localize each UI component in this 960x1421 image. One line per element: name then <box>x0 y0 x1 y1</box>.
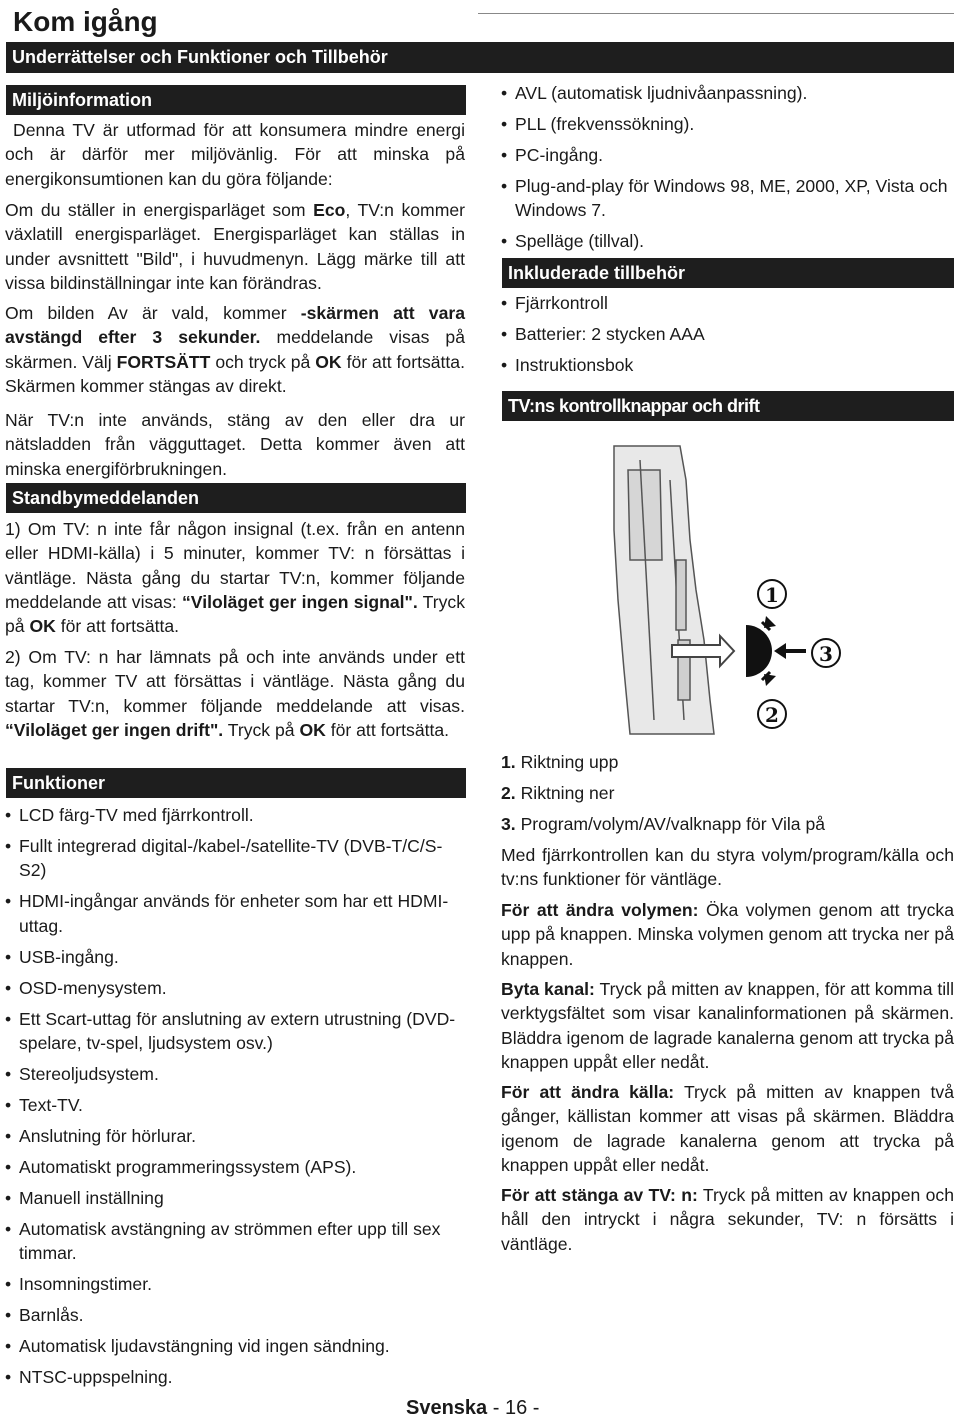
feature-item: • Plug-and-play för Windows 98, ME, 2000, XP, Vista och Windows 7. <box>501 174 955 223</box>
feature-item: • Spelläge (tillval). <box>501 229 955 253</box>
feature-item: • NTSC-uppspelning. <box>5 1365 465 1389</box>
env-paragraph-4: När TV:n inte används, stäng av den eller dra ur nätsladden från vägguttaget. Detta kommer även att minska energiförbrukningen. <box>5 410 465 479</box>
controls-paragraph-channel: Byta kanal: Tryck på mitten av knappen, för att komma till verktygsfältet som visar kanalinformationen på skärmen. Bläddra igenom de lagrade kanalerna genom att trycka på knappen uppåt eller nedåt. <box>501 979 955 1072</box>
accessories-heading: Inkluderade tillbehör <box>502 258 954 288</box>
accessories-list <box>501 291 955 384</box>
env-paragraph-1: Denna TV är utformad för att konsumera mindre energi och är därför mer miljövänlig. För att minska på energikonsumtionen kan du göra följande: <box>5 120 465 189</box>
feature-item: • Fullt integrerad digital-/kabel-/satellite-TV (DVB-T/C/S-S2) <box>5 834 465 883</box>
tv-controls-diagram <box>600 440 870 740</box>
controls-heading: TV:ns kontrollknappar och drift <box>502 391 954 421</box>
feature-item: • Stereoljudsystem. <box>5 1062 465 1086</box>
page-footer: Svenska - 16 - <box>406 1397 540 1419</box>
features-heading: Funktioner <box>6 768 466 798</box>
feature-item: • Ett Scart-uttag för anslutning av extern utrustning (DVD-spelare, tv-spel, ljudsystem osv.) <box>5 1007 465 1056</box>
control-legend-item: 3. Program/volym/AV/valknapp för Vila på <box>501 814 826 834</box>
controls-paragraph-standby: För att stänga av TV: n: Tryck på mitten av knappen och håll den intryckt i några sekunder, TV: n försätts i väntläge. <box>501 1185 954 1254</box>
label-2: 2 <box>765 703 779 727</box>
tv-side-panel-icon <box>614 446 714 734</box>
accessory-item: • Batterier: 2 stycken AAA <box>501 322 955 346</box>
feature-item: • Automatisk avstängning av strömmen efter upp till sex timmar. <box>5 1217 465 1266</box>
features-list <box>5 803 465 1396</box>
standby-paragraph-2: 2) Om TV: n har lämnats på och inte används under ett tag, kommer TV att försättas i väntläge. Nästa gång du startar TV:n, kommer följande meddelande att visas. “Viloläget ger ingen drift". Tryck på OK för att fortsätta. <box>5 647 465 740</box>
press-arrow-icon <box>774 643 786 659</box>
controls-paragraph-intro: Med fjärrkontrollen kan du styra volym/program/källa och tv:ns funktioner för väntläge. <box>501 845 954 890</box>
section-banner: Underrättelser och Funktioner och Tillbehör <box>6 42 954 73</box>
controls-paragraph-volume: För att ändra volymen: Öka volymen genom att trycka upp på knappen. Minska volymen genom att trycka ner på knappen. <box>501 900 954 969</box>
up-arrow-icon <box>764 616 776 628</box>
down-arrow-icon <box>764 674 776 686</box>
feature-item: • PC-ingång. <box>501 143 955 167</box>
accessory-item: • Fjärrkontroll <box>501 291 955 315</box>
accessory-item: • Instruktionsbok <box>501 353 955 377</box>
features-continued-list <box>501 81 955 260</box>
feature-item: • HDMI-ingångar används för enheter som har ett HDMI-uttag. <box>5 889 465 938</box>
control-legend-item: 2. Riktning ner <box>501 783 615 803</box>
label-1: 1 <box>765 583 779 607</box>
env-paragraph-2: Om du ställer in energisparläget som Eco, TV:n kommer växlatill energisparläget. Energisparläget kan ställas in under avsnittett "Bild", i huvudmenyn. Lägg märke till att vissa bildinställningar inte kan förändras. <box>5 200 465 293</box>
feature-item: • USB-ingång. <box>5 945 465 969</box>
feature-item: • Text-TV. <box>5 1093 465 1117</box>
label-3: 3 <box>819 642 833 666</box>
header-rule <box>478 13 954 14</box>
feature-item: • Insomningstimer. <box>5 1272 465 1296</box>
feature-item: • OSD-menysystem. <box>5 976 465 1000</box>
control-button-icon <box>746 616 806 686</box>
feature-item: • Anslutning för hörlurar. <box>5 1124 465 1148</box>
control-legend-item: 1. Riktning upp <box>501 752 619 772</box>
feature-item: • Manuell inställning <box>5 1186 465 1210</box>
feature-item: • Automatiskt programmeringssystem (APS). <box>5 1155 465 1179</box>
env-paragraph-3: Om bilden Av är vald, kommer -skärmen att vara avstängd efter 3 sekunder. meddelande visas på skärmen. Välj FORTSÄTT och tryck på OK för att fortsätta. Skärmen kommer stängas av direkt. <box>5 303 465 396</box>
standby-paragraph-1: 1) Om TV: n inte får någon insignal (t.ex. från en antenn eller HDMI-källa) i 5 minuter, kommer TV: n försättas i väntläge. Nästa gång du startar TV:n, kommer följande meddelande att visas: “Viloläget ger ingen signal". Tryck på OK för att fortsätta. <box>5 519 466 637</box>
page-title: Kom igång <box>13 6 158 37</box>
feature-item: • LCD färg-TV med fjärrkontroll. <box>5 803 465 827</box>
feature-item: • Barnlås. <box>5 1303 465 1327</box>
feature-item: • PLL (frekvenssökning). <box>501 112 955 136</box>
feature-item: • AVL (automatisk ljudnivåanpassning). <box>501 81 955 105</box>
controls-paragraph-source: För att ändra källa: Tryck på mitten av knappen två gånger, källistan kommer att visas på skärmen. Bläddra igenom de lagrade kanalerna genom att trycka på knappen uppåt eller nedåt. <box>501 1082 954 1175</box>
feature-item: • Automatisk ljudavstängning vid ingen sändning. <box>5 1334 465 1358</box>
standby-heading: Standbymeddelanden <box>6 483 466 513</box>
env-heading: Miljöinformation <box>6 85 466 115</box>
